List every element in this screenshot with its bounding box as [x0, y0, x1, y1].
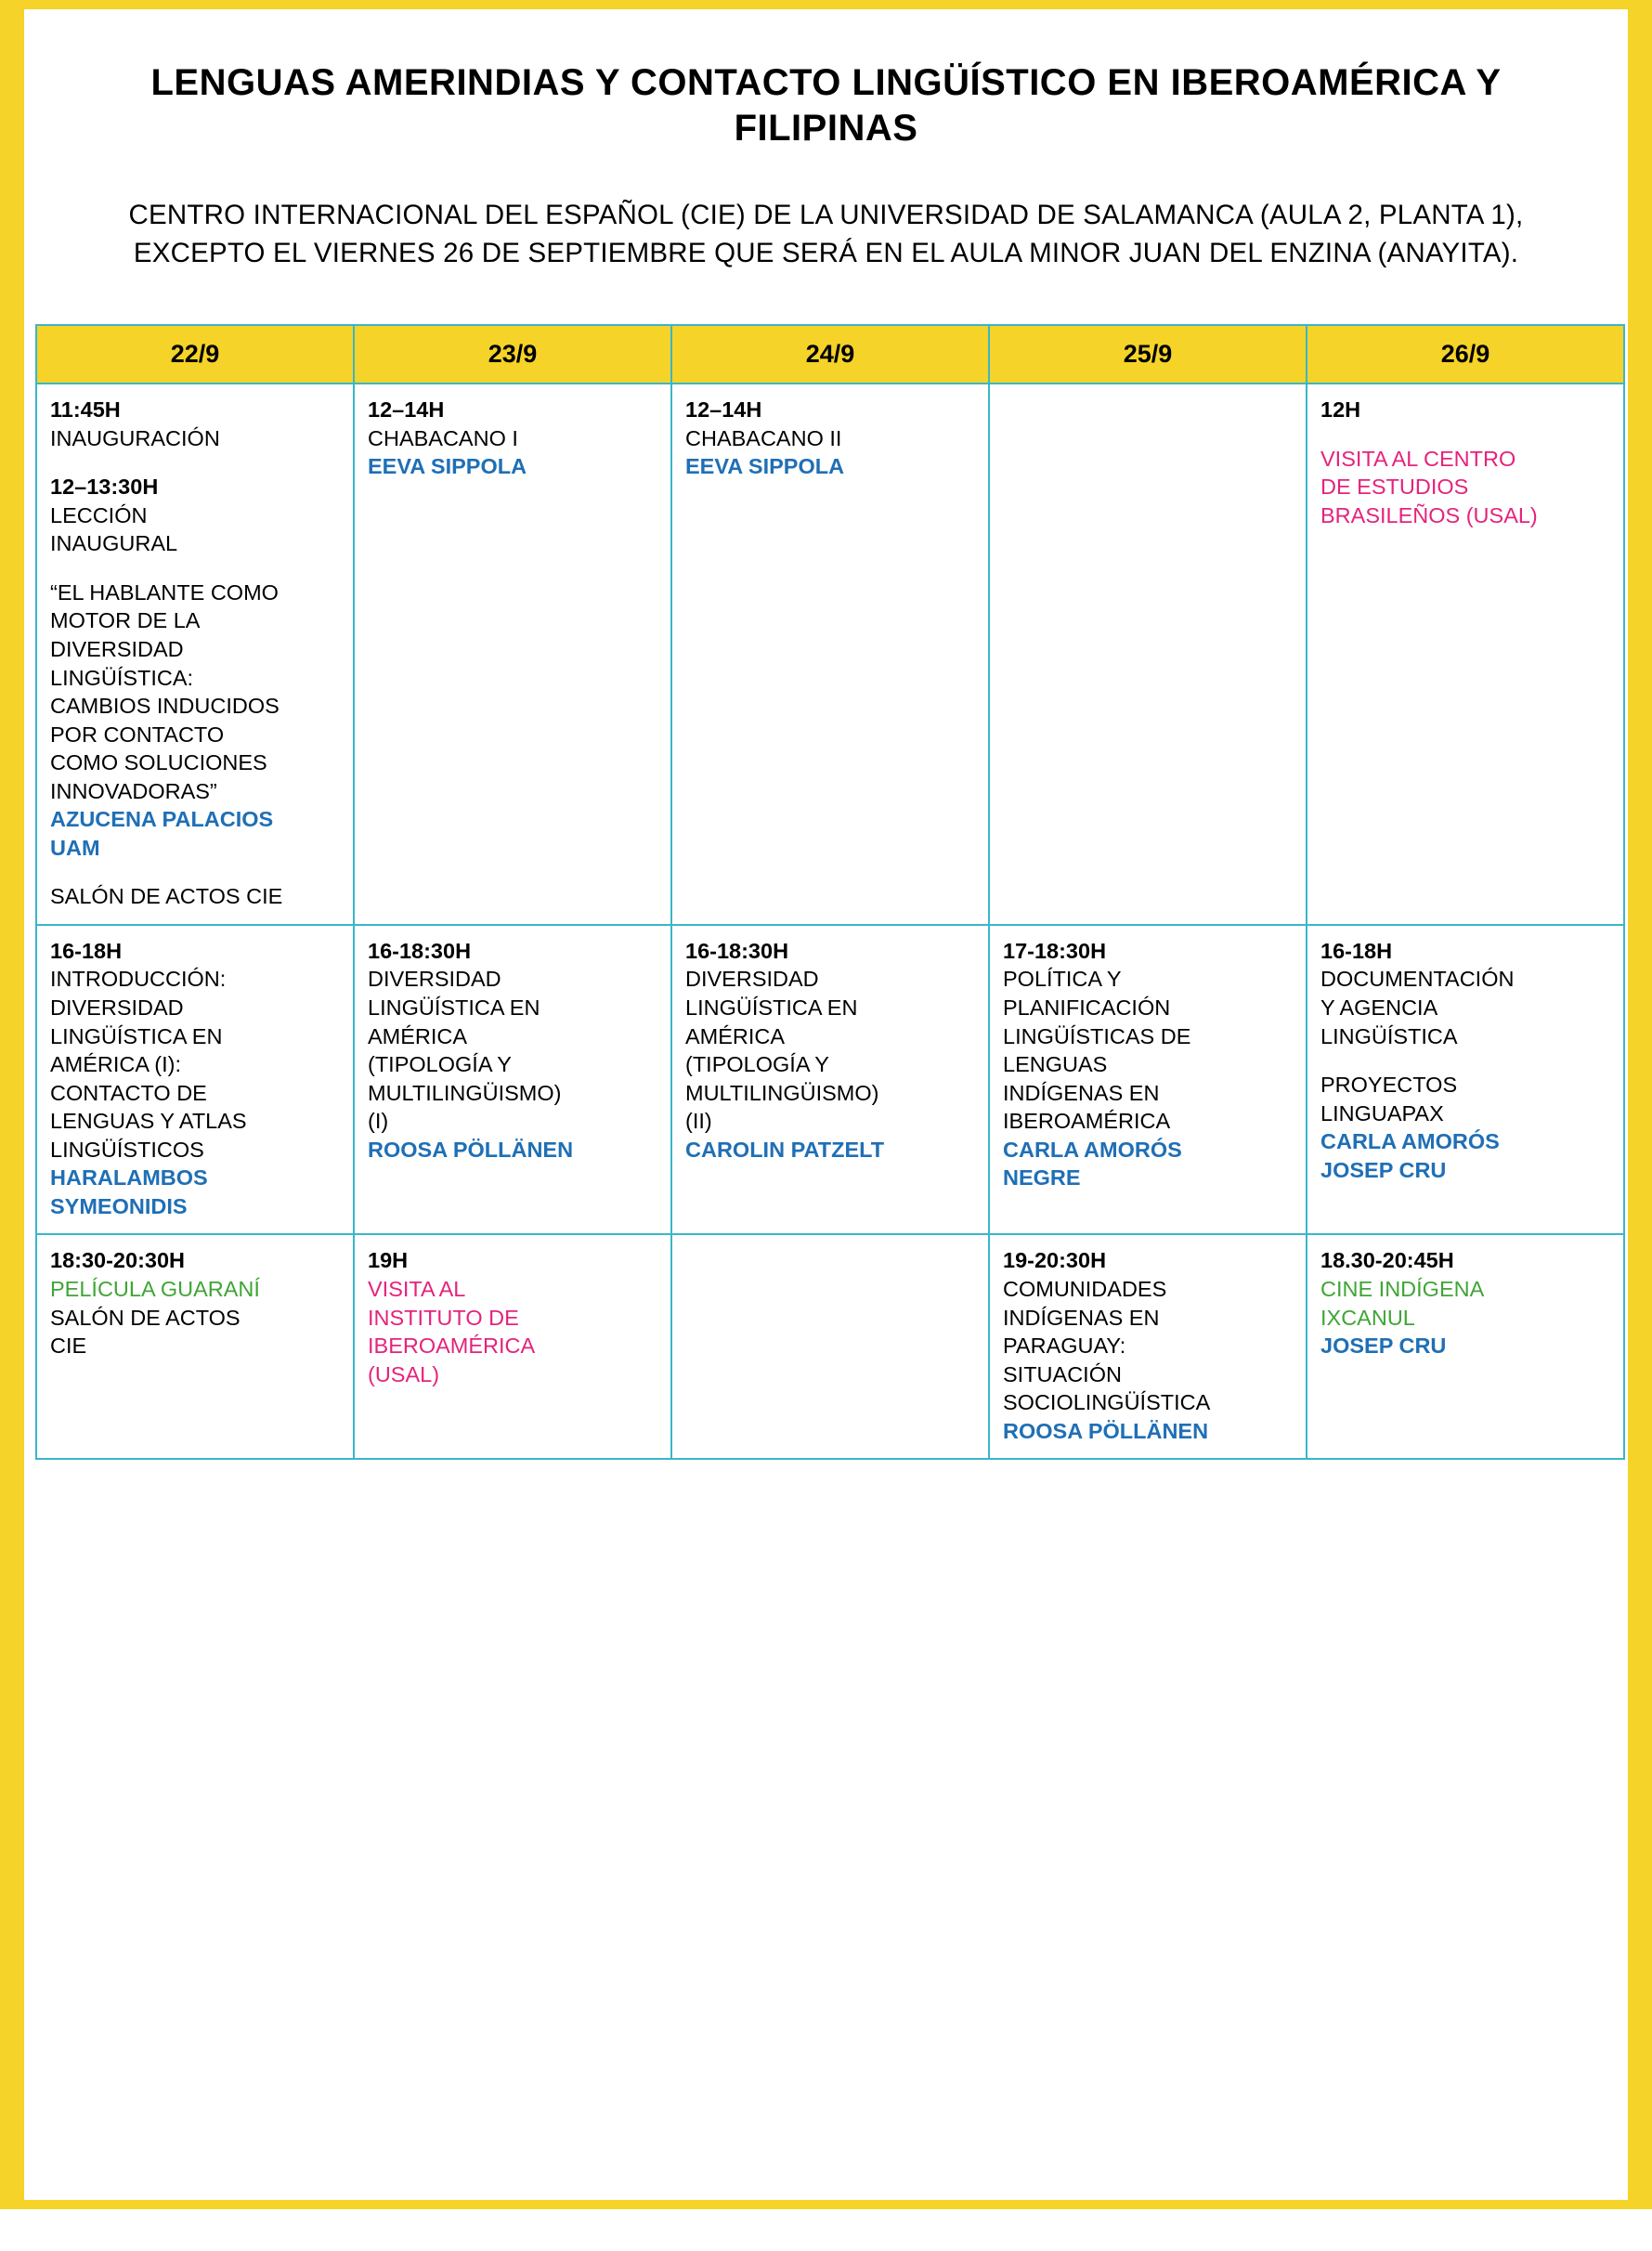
session-text: SALÓN DE ACTOS CIE: [50, 884, 283, 909]
session-text: PLANIFICACIÓN: [1003, 995, 1171, 1021]
session-text: CONTACTO DE: [50, 1080, 207, 1105]
schedule-cell: [989, 925, 1307, 1234]
session-time: 18:30-20:30H: [50, 1248, 186, 1273]
session-text: CAMBIOS INDUCIDOS: [50, 694, 280, 719]
session-text: SALÓN DE ACTOS: [50, 1305, 241, 1330]
cell-spacer: [50, 862, 342, 882]
session-text: MULTILINGÜISMO): [368, 1080, 562, 1105]
cell-spacer: [50, 558, 342, 579]
cell-spacer: [1320, 424, 1612, 445]
session-text: PROYECTOS: [1320, 1073, 1458, 1098]
session-text: LENGUAS: [1003, 1052, 1108, 1077]
session-text: LINGÜÍSTICA EN: [368, 995, 540, 1021]
film-activity: IXCANUL: [1320, 1305, 1415, 1330]
page-title: LENGUAS AMERINDIAS Y CONTACTO LINGÜÍSTICO EN IBEROAMÉRICA Y FILIPINAS: [150, 62, 1502, 149]
session-text: DIVERSIDAD: [50, 995, 184, 1021]
session-time: 11:45H: [50, 397, 121, 423]
session-text: PARAGUAY:: [1003, 1334, 1126, 1359]
session-text: MOTOR DE LA: [50, 608, 201, 633]
schedule-cell: [671, 925, 989, 1234]
speaker-name: ROOSA PÖLLÄNEN: [368, 1137, 574, 1162]
session-text: LENGUAS Y ATLAS: [50, 1109, 247, 1134]
session-time: 19H: [368, 1248, 409, 1273]
column-header-day-3: 24/9: [671, 325, 989, 384]
session-time: 16-18H: [1320, 938, 1393, 963]
session-text: CIE: [50, 1334, 87, 1359]
speaker-name: SYMEONIDIS: [50, 1193, 188, 1218]
session-text: DOCUMENTACIÓN: [1320, 967, 1515, 992]
column-header-day-1: 22/9: [36, 325, 354, 384]
session-text: DIVERSIDAD: [50, 637, 184, 662]
schedule-cell: [36, 1234, 354, 1459]
column-header-day-4: 25/9: [989, 325, 1307, 384]
schedule-cell: [989, 1234, 1307, 1459]
schedule-cell: [354, 925, 671, 1234]
schedule-cell: [1307, 384, 1624, 925]
schedule-cell: [354, 384, 671, 925]
session-text: INNOVADORAS”: [50, 778, 217, 803]
session-text: INDÍGENAS EN: [1003, 1080, 1160, 1105]
schedule-table: [35, 324, 1625, 1460]
session-text: DIVERSIDAD: [685, 967, 819, 992]
session-text: LINGÜÍSTICA EN: [50, 1023, 223, 1048]
schedule-cell: [671, 384, 989, 925]
speaker-name: EEVA SIPPOLA: [368, 454, 527, 479]
table-row: [36, 925, 1624, 1234]
venue-subtitle: CENTRO INTERNACIONAL DEL ESPAÑOL (CIE) DE LA UNIVERSIDAD DE SALAMANCA (AULA 2, PLANTA 1), EXCEPTO EL VIERNES 26 DE SEPTIEMBRE QUE SERÁ EN EL AULA MINOR JUAN DEL ENZINA (ANAYITA).: [128, 199, 1524, 268]
session-time: 18.30-20:45H: [1320, 1248, 1454, 1273]
session-text: LINGÜÍSTICAS DE: [1003, 1023, 1191, 1048]
session-text: INDÍGENAS EN: [1003, 1305, 1160, 1330]
session-text: COMO SOLUCIONES: [50, 750, 267, 775]
film-activity: CINE INDÍGENA: [1320, 1276, 1485, 1301]
schedule-cell: [1307, 1234, 1624, 1459]
session-text: POR CONTACTO: [50, 722, 225, 747]
session-text: AMÉRICA (I):: [50, 1052, 182, 1077]
session-time: 16-18H: [50, 938, 123, 963]
session-text: INTRODUCCIÓN:: [50, 967, 227, 992]
visit-activity: DE ESTUDIOS: [1320, 475, 1469, 500]
session-time: 12–14H: [368, 397, 445, 423]
column-header-day-2: 23/9: [354, 325, 671, 384]
session-text: “EL HABLANTE COMO: [50, 579, 279, 605]
session-text: INAUGURAL: [50, 531, 178, 556]
speaker-name: UAM: [50, 835, 100, 860]
schedule-cell: [1307, 925, 1624, 1234]
session-text: CHABACANO II: [685, 425, 842, 450]
session-text: AMÉRICA: [368, 1023, 468, 1048]
session-text: CHABACANO I: [368, 425, 518, 450]
session-text: LINGÜÍSTICA EN: [685, 995, 858, 1021]
session-time: 12H: [1320, 397, 1361, 423]
cell-spacer: [50, 452, 342, 473]
session-text: COMUNIDADES: [1003, 1276, 1167, 1301]
speaker-name: CARLA AMORÓS: [1320, 1129, 1500, 1154]
schedule-table-body: [36, 384, 1624, 1459]
visit-activity: VISITA AL: [368, 1276, 466, 1301]
schedule-cell: [354, 1234, 671, 1459]
schedule-cell: [989, 384, 1307, 925]
speaker-name: HARALAMBOS: [50, 1165, 208, 1191]
session-text: INAUGURACIÓN: [50, 425, 220, 450]
session-text: (I): [368, 1109, 389, 1134]
speaker-name: JOSEP CRU: [1320, 1157, 1447, 1182]
session-text: (TIPOLOGÍA Y: [368, 1052, 512, 1077]
session-text: (II): [685, 1109, 712, 1134]
session-time: 16-18:30H: [685, 938, 789, 963]
table-row: [36, 1234, 1624, 1459]
session-text: LINGUAPAX: [1320, 1100, 1444, 1126]
schedule-cell: [671, 1234, 989, 1459]
speaker-name: NEGRE: [1003, 1165, 1081, 1191]
session-time: 19-20:30H: [1003, 1248, 1107, 1273]
header-row: [36, 325, 1624, 384]
schedule-cell: [36, 384, 354, 925]
speaker-name: JOSEP CRU: [1320, 1334, 1447, 1359]
session-text: LINGÜÍSTICA: [1320, 1023, 1458, 1048]
visit-activity: INSTITUTO DE: [368, 1305, 519, 1330]
session-text: DIVERSIDAD: [368, 967, 501, 992]
session-time: 12–13:30H: [50, 475, 159, 500]
session-text: SITUACIÓN: [1003, 1361, 1122, 1386]
speaker-name: AZUCENA PALACIOS: [50, 807, 274, 832]
session-text: MULTILINGÜISMO): [685, 1080, 879, 1105]
table-row: [36, 384, 1624, 925]
film-activity: PELÍCULA GUARANÍ: [50, 1276, 260, 1301]
column-header-day-5: 26/9: [1307, 325, 1624, 384]
session-text: IBEROAMÉRICA: [1003, 1109, 1171, 1134]
session-text: AMÉRICA: [685, 1023, 786, 1048]
visit-activity: IBEROAMÉRICA: [368, 1334, 536, 1359]
session-text: Y AGENCIA: [1320, 995, 1438, 1021]
speaker-name: EEVA SIPPOLA: [685, 454, 845, 479]
session-time: 16-18:30H: [368, 938, 472, 963]
schedule-cell: [36, 925, 354, 1234]
speaker-name: CAROLIN PATZELT: [685, 1137, 885, 1162]
session-text: LECCIÓN: [50, 502, 148, 527]
visit-activity: (USAL): [368, 1361, 440, 1386]
session-text: LINGÜÍSTICA:: [50, 665, 194, 690]
visit-activity: BRASILEÑOS (USAL): [1320, 502, 1538, 527]
poster-inner: [24, 60, 1628, 2251]
schedule-table-head: [36, 325, 1624, 384]
visit-activity: VISITA AL CENTRO: [1320, 446, 1516, 471]
speaker-name: CARLA AMORÓS: [1003, 1137, 1182, 1162]
session-time: 17-18:30H: [1003, 938, 1107, 963]
session-text: POLÍTICA Y: [1003, 967, 1122, 992]
speaker-name: ROOSA PÖLLÄNEN: [1003, 1418, 1209, 1443]
session-time: 12–14H: [685, 397, 762, 423]
cell-spacer: [1320, 1050, 1612, 1071]
session-text: (TIPOLOGÍA Y: [685, 1052, 829, 1077]
session-text: LINGÜÍSTICOS: [50, 1137, 204, 1162]
session-text: SOCIOLINGÜÍSTICA: [1003, 1390, 1211, 1415]
